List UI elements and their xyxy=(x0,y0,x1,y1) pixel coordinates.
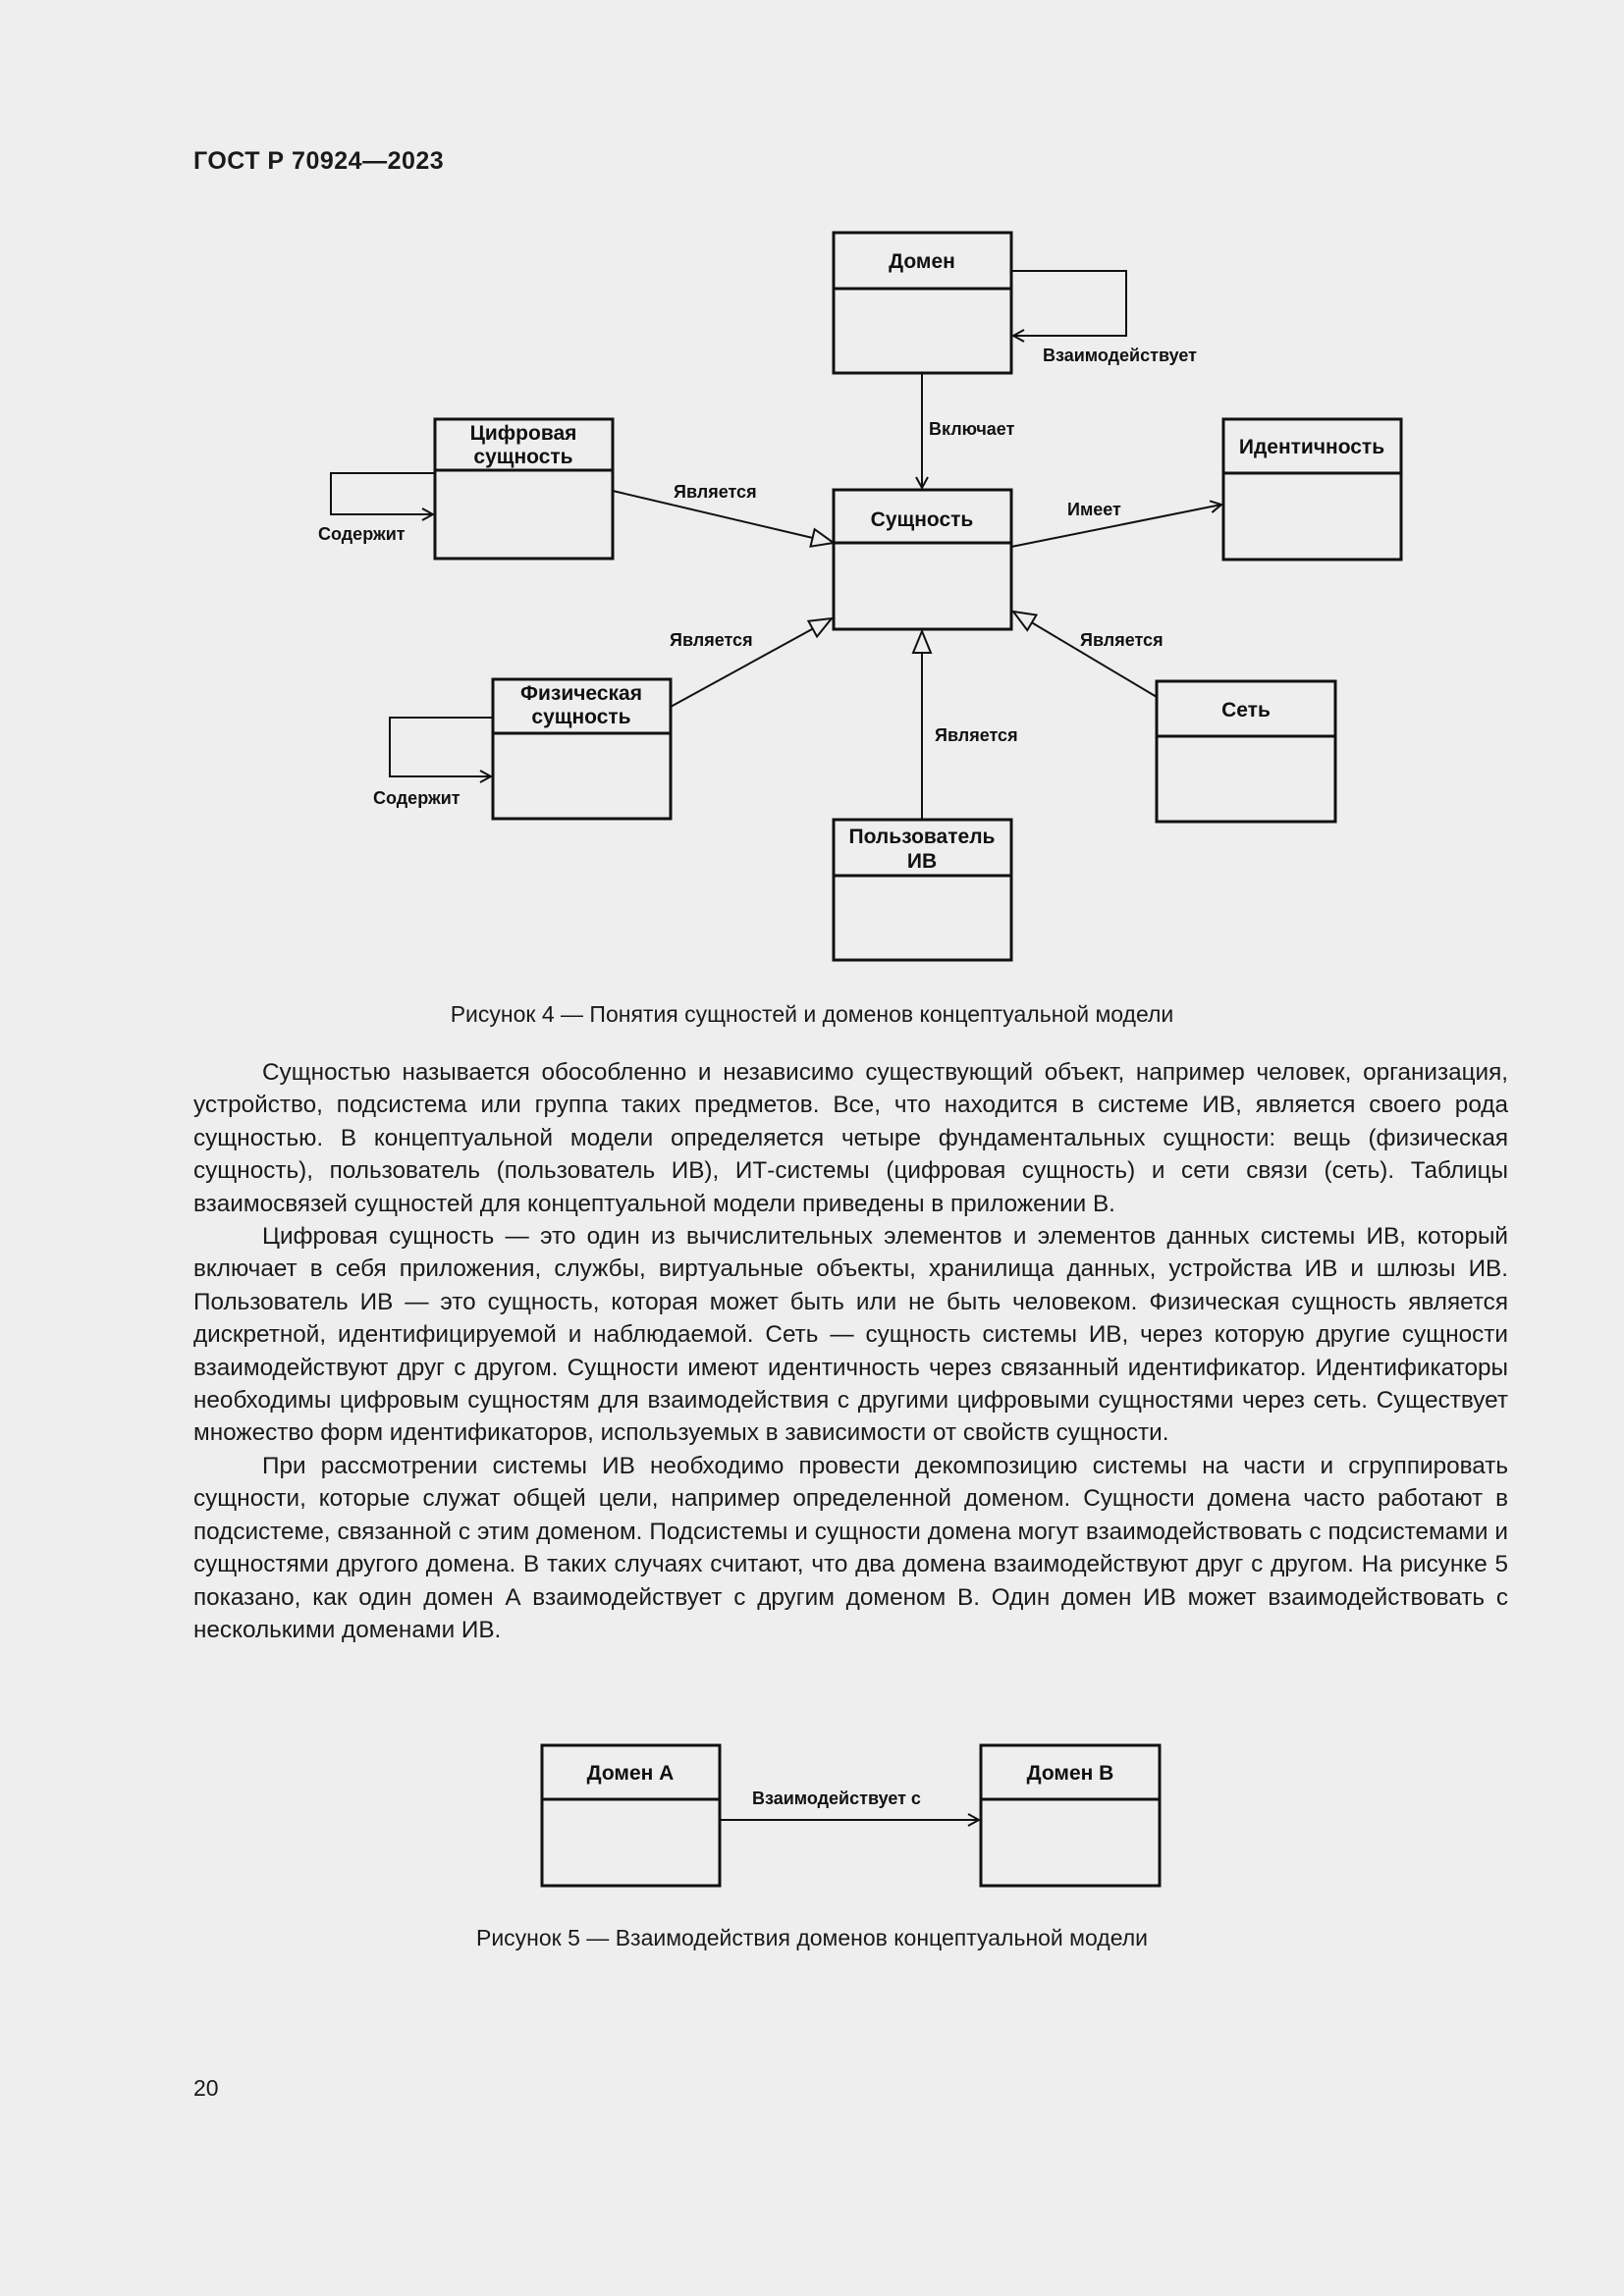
digital-entity-box xyxy=(435,419,613,559)
domain-self-arrow xyxy=(1011,271,1126,336)
domain-a-label: Домен А xyxy=(586,1762,675,1785)
digital-label-1: Цифровая xyxy=(469,422,577,445)
network-box xyxy=(1157,681,1335,822)
paragraph-1: Сущностью называется обособленно и независимо существующий объект, например человек, организация, устройство, подсистема или группа таких предметов. Все, что находится в системе ИВ, является своего рода сущностью. В концептуальной модели определяется четыре фундаментальных сущности: вещь (физическая сущность), пользователь (пользователь ИВ), ИТ-системы (цифровая сущность) и сети связи (сеть). Таблицы взаимосвязей сущностей для концептуальной модели приведены в приложении В. xyxy=(193,1059,1508,1217)
figure-4-caption: Рисунок 4 — Понятия сущностей и доменов концептуальной модели xyxy=(450,1001,1174,1027)
physical-is-label: Является xyxy=(670,630,753,650)
entity-label: Сущность xyxy=(870,508,974,531)
user-label-1: Пользователь xyxy=(848,826,996,848)
physical-contains-label: Содержит xyxy=(373,788,460,808)
domain-b-label: Домен В xyxy=(1026,1762,1114,1785)
figure-5-caption: Рисунок 5 — Взаимодействия доменов концептуальной модели xyxy=(475,1925,1148,1950)
paragraph-2: Цифровая сущность — это один из вычислительных элементов и элементов данных системы ИВ, который включает в себя приложения, службы, виртуальные объекты, хранилища данных, устройства ИВ и шлюзы ИВ. Пользователь ИВ — это сущность, которая может быть или не быть человеком. Физическая сущность является дискретной, идентифицируемой и наблюдаемой. Сеть — сущность системы ИВ, через которую другие сущности взаимодействуют друг с другом. Сущности имеют идентичность через связанный идентификатор. Идентификаторы необходимы цифровым сущностям для взаимодействия с другими цифровыми сущностями через сеть. Существует множество форм идентификаторов, используемых в зависимости от свойств сущности. xyxy=(193,1223,1508,1447)
domain-b-box xyxy=(981,1745,1160,1886)
entity-box xyxy=(834,490,1011,629)
includes-label: Включает xyxy=(929,419,1015,439)
body-text xyxy=(193,1056,1508,1646)
interacts-label: Взаимодействует с xyxy=(752,1789,921,1808)
physical-entity-box xyxy=(493,679,671,819)
domain-box xyxy=(834,233,1011,373)
network-is-label: Является xyxy=(1080,630,1164,650)
network-label: Сеть xyxy=(1221,699,1271,721)
document-header: ГОСТ Р 70924—2023 xyxy=(193,147,445,175)
identity-box xyxy=(1223,419,1401,560)
paragraph-3: При рассмотрении системы ИВ необходимо провести декомпозицию системы на части и сгруппировать сущности, которые служат общей цели, например определенной доменом. Сущности домена часто работают в подсистеме, связанной с этим доменом. Подсистемы и сущности домена могут взаимодействовать с подсистемами и сущностями другого домена. В таких случаях считают, что два домена взаимодействуют друг с другом. На рисунке 5 показано, как один домен А взаимодействует с другим доменом В. Один домен ИВ может взаимодействовать с несколькими доменами ИВ. xyxy=(193,1452,1508,1643)
identity-label: Идентичность xyxy=(1238,436,1385,458)
digital-contains-arrow xyxy=(331,473,435,514)
has-label: Имеет xyxy=(1067,500,1121,519)
figure-4-diagram xyxy=(0,0,1624,982)
user-label-2: ИВ xyxy=(906,850,938,873)
physical-contains-arrow xyxy=(390,718,493,776)
page-number: 20 xyxy=(193,2075,219,2101)
digital-is-label: Является xyxy=(674,482,757,502)
network-is-arrow xyxy=(1013,612,1157,697)
figure-5-diagram xyxy=(0,1728,1624,1904)
domain-a-box xyxy=(542,1745,720,1886)
physical-label-2: сущность xyxy=(531,706,631,728)
digital-label-2: сущность xyxy=(473,446,573,468)
domain-label: Домен xyxy=(889,250,955,273)
user-is-label: Является xyxy=(935,725,1018,745)
physical-label-1: Физическая xyxy=(520,682,642,705)
domain-self-label: Взаимодействует xyxy=(1043,346,1197,365)
digital-contains-label: Содержит xyxy=(318,524,406,544)
iot-user-box xyxy=(834,820,1011,960)
